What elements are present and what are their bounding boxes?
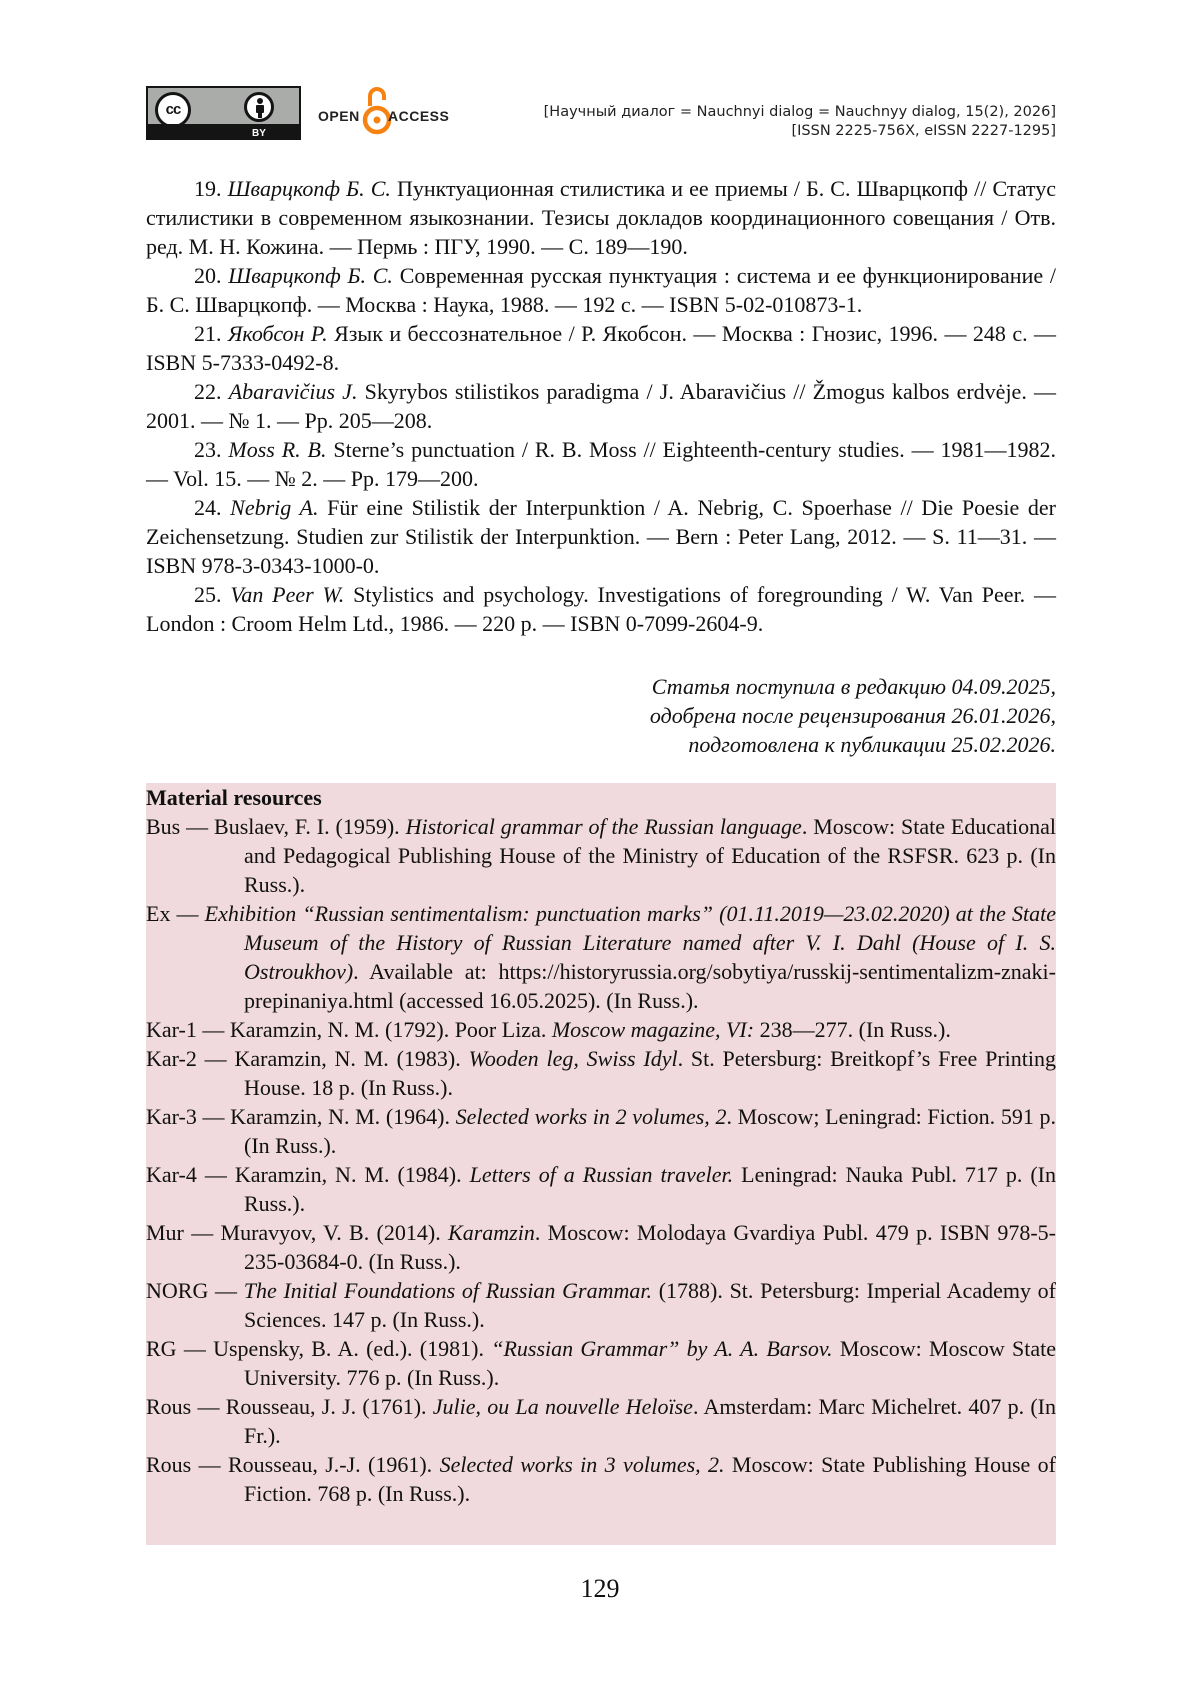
material-item: Rous — Rousseau, J. J. (1761). Julie, ou La nouvelle Heloïse. Amsterdam: Marc Michelret. 407 p. (In Fr.). [146,1394,1056,1448]
journal-issn: [ISSN 2225-756X, eISSN 2227-1295] [791,123,1056,139]
date-received: Статья поступила в редакцию 04.09.2025, [651,674,1056,699]
by-label: BY [252,128,266,139]
reference-item: 21. Якобсон Р. Язык и бессознательное / Р. Якобсон. — Москва : Гнозис, 1996. — 248 с. — ISBN 5-7333-0492-8. [146,321,1057,375]
reference-author: Abaravičius J. [228,379,358,404]
reference-item: 19. Шварцкопф Б. С. Пунктуационная стилистика и ее приемы / Б. С. Шварцкопф // Статус стилистики в современном языкознании. Тезисы докладов координационного совещания / Отв. ред. М. Н. Кожина. — Пермь : ПГУ, 1990. — С. 189—190. [146,176,1056,259]
material-item: Kar-3 — Karamzin, N. M. (1964). Selected works in 2 volumes, 2. Moscow; Leningrad: Fiction. 591 p. (In Russ.). [146,1104,1056,1158]
reference-author: Van Peer W. [230,582,345,607]
material-item: Mur — Muravyov, V. B. (2014). Karamzin. Moscow: Molodaya Gvardiya Publ. 479 p. ISBN 978-5-235-03684-0. (In Russ.). [146,1220,1057,1274]
material-item: Bus — Buslaev, F. I. (1959). Historical grammar of the Russian language. Moscow: State Educational and Pedagogical Publishing House of the Ministry of Education of the RSFSR. 623 p. (In Russ.). [146,814,1056,897]
badge-strip [148,124,299,138]
material-resources-title: Material resources [146,785,322,810]
reference-author: Шварцкопф Б. С. [228,263,393,288]
reference-author: Якобсон Р. [227,321,328,346]
page-number: 129 [580,1574,620,1603]
material-item: Kar-2 — Karamzin, N. M. (1983). Wooden leg, Swiss Idyl. St. Petersburg: Breitkopf’s Free Printing House. 18 p. (In Russ.). [146,1046,1056,1100]
reference-item: 20. Шварцкопф Б. С. Современная русская пунктуация : система и ее функционирование / Б. С. Шварцкопф. — Москва : Наука, 1988. — 192 с. — ISBN 5-02-010873-1. [146,263,1057,317]
material-item: Ex — Exhibition “Russian sentimentalism: punctuation marks” (01.11.2019—23.02.2020) at the State Museum of the History of Russian Literature named after V. I. Dahl (House of I. S. Ostroukhov). Available at: https://historyrussia.org/sobytiya/russkij-sentimentalizm-znaki-prepinaniya.html (accessed 16.05.2025). (In Russ.). [146,901,1056,1013]
reference-list [146,174,1056,638]
date-approved: одобрена после рецензирования 26.01.2026, [649,703,1056,728]
open-access-logo [318,84,468,140]
material-item: Rous — Rousseau, J.-J. (1961). Selected works in 3 volumes, 2. Moscow: State Publishing House of Fiction. 768 p. (In Russ.). [146,1452,1056,1506]
reference-author: Nebrig A. [230,495,319,520]
material-item: Kar-4 — Karamzin, N. M. (1984). Letters of a Russian traveler. Leningrad: Nauka Publ. 717 p. (In Russ.). [146,1162,1056,1216]
date-prepared: подготовлена к публикации 25.02.2026. [688,732,1056,757]
journal-citation: [Научный диалог = Nauchnyi dialog = Nauchnyy dialog, 15(2), 2026] [543,104,1056,120]
reference-item: 23. Moss R. B. Sterne’s punctuation / R. B. Moss // Eighteenth-century studies. — 1981—1982. — Vol. 15. — № 2. — Pp. 179—200. [146,437,1057,491]
attribution-icon [244,92,274,122]
reference-item: 24. Nebrig A. Für eine Stilistik der Interpunktion / A. Nebrig, C. Spoerhase // Die Poesie der Zeichensetzung. Studien zur Stilistik der Interpunktion. — Bern : Peter Lang, 2012. — S. 11—31. — ISBN 978-3-0343-1000-0. [146,495,1057,578]
reference-item: 22. Abaravičius J. Skyrybos stilistikos paradigma / J. Abaravičius // Žmogus kalbos erdvėje. — 2001. — № 1. — Pp. 205—208. [146,379,1056,433]
material-resources [146,783,1056,1545]
material-item: NORG — The Initial Foundations of Russian Grammar. (1788). St. Petersburg: Imperial Academy of Sciences. 147 p. (In Russ.). [146,1278,1056,1332]
reference-author: Шварцкопф Б. С. [227,176,391,201]
article-dates [650,672,1056,759]
material-item: RG — Uspensky, B. A. (ed.). (1981). “Russian Grammar” by A. A. Barsov. Moscow: Moscow State University. 776 p. (In Russ.). [146,1336,1057,1390]
material-item: Kar-1 — Karamzin, N. M. (1792). Poor Liza. Moscow magazine, VI: 238—277. (In Russ.). [146,1017,951,1042]
cc-icon: cc [155,92,191,128]
reference-author: Moss R. B. [228,437,327,462]
cc-by-license-badge[interactable] [146,86,301,140]
reference-item: 25. Van Peer W. Stylistics and psychology. Investigations of foregrounding / W. Van Peer. — London : Croom Helm Ltd., 1986. — 220 p. — ISBN 0-7099-2604-9. [146,582,1056,636]
open-access-left-text: OPEN [318,108,360,124]
open-access-right-text: ACCESS [388,108,450,124]
journal-info [544,103,1056,141]
